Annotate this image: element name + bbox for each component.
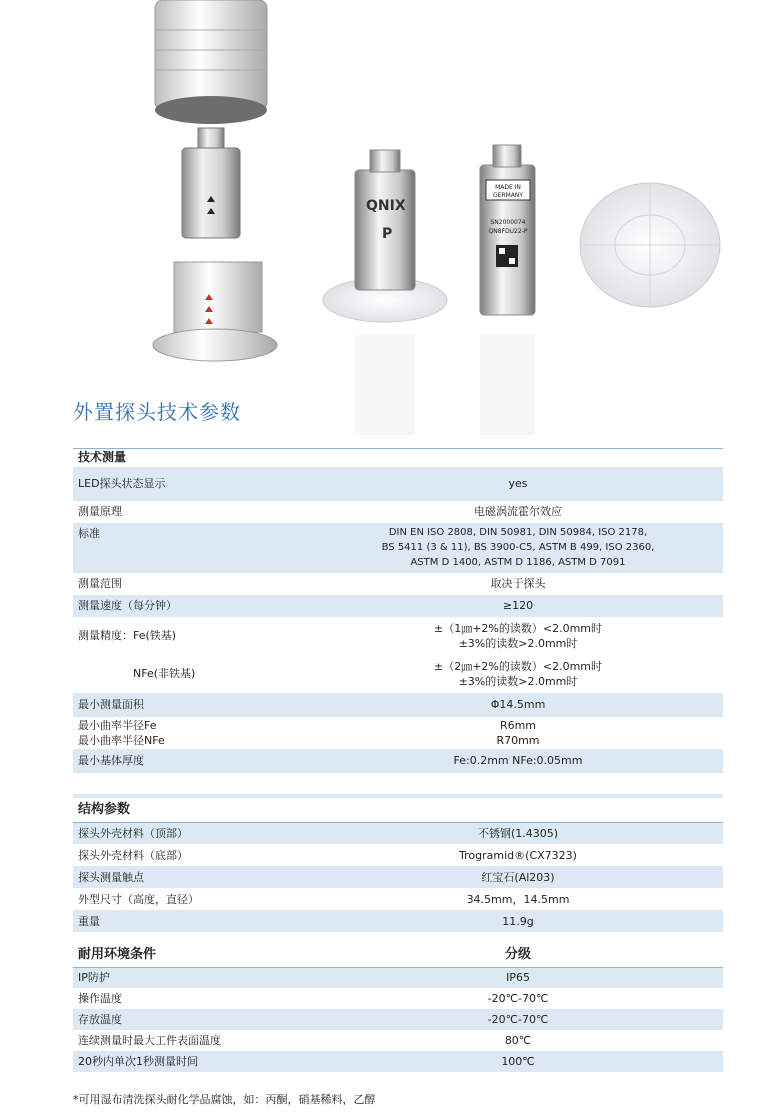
model-number: QN8FDU22-P <box>488 228 528 235</box>
standard-line: BS 5411 (3 & 11), BS 3900-C5, ASTM B 499, ISO 2360, <box>381 542 655 553</box>
table-row: 重量 11.9g <box>73 910 723 932</box>
table-row: 测量范围 取决于探头 <box>78 577 546 590</box>
structure-table <box>73 794 723 932</box>
environment-table <box>73 943 723 1072</box>
table-row: 标准 DIN EN ISO 2808, DIN 50981, DIN 50984, ISO 2178, BS 5411 (3 & 11), BS 3900-C5, ASTM B 499, ISO 2360, ASTM D 1400, ASTM D 1186, ASTM D 7091 <box>73 523 723 573</box>
table-row: 测量精度：Fe(铁基) ±（1㎛+2%的读数）<2.0mm时 ±3%的读数>2.0mm时 <box>78 621 603 650</box>
table-row: 最小曲率半径Fe 最小曲率半径NFe R6mm R70mm <box>78 718 540 747</box>
table-row: 外型尺寸（高度，直径） 34.5mm，14.5mm <box>78 892 570 906</box>
table-row: 20秒内单次1秒测量时间 100℃ <box>73 1051 723 1072</box>
probe-product-photo <box>300 120 740 450</box>
table-row: 连续测量时最大工件表面温度 80℃ <box>78 1034 532 1047</box>
table-row: 测量速度（每分钟） ≥120 <box>73 595 723 617</box>
page-title: 外置探头技术参数 <box>73 400 241 424</box>
table-row: 最小测量面积 Φ14.5mm <box>73 693 723 717</box>
table-row: 探头外壳材料（顶部） 不锈钢(1.4305) <box>73 822 723 844</box>
table-row: 探头外壳材料（底部） Trogramid®(CX7323) <box>78 848 577 862</box>
table-row: LED探头状态显示 yes <box>73 467 723 501</box>
env-header: 耐用环境条件 <box>73 943 313 967</box>
table-row: 最小基体厚度 Fe:0.2mm NFe:0.05mm <box>73 749 723 773</box>
table-row: 探头测量触点 红宝石(Al203) <box>73 866 723 888</box>
tech-header: 技术测量 <box>73 449 723 467</box>
serial-number: SN2000074 <box>490 219 526 226</box>
tech-measurement-table <box>73 448 723 773</box>
table-row: IP防护 IP65 <box>73 967 723 988</box>
standard-line: DIN EN ISO 2808, DIN 50981, DIN 50984, ISO 2178, <box>388 527 648 538</box>
env-header-value: 分级 <box>313 943 723 967</box>
standard-line: ASTM D 1400, ASTM D 1186, ASTM D 7091 <box>410 557 626 568</box>
table-row: 测量原理 电磁涡流霍尔效应 <box>78 505 562 518</box>
probe-badge: P <box>382 226 393 242</box>
struct-header: 结构参数 <box>73 798 723 822</box>
made-in-label: MADE IN <box>495 184 521 191</box>
footnote: *可用湿布清洗探头耐化学品腐蚀，如：丙酮，硝基稀料，乙醇 <box>73 1093 376 1106</box>
table-row: 操作温度 -20℃-70℃ <box>78 992 549 1005</box>
made-in-country: GERMANY <box>492 192 524 199</box>
table-row: 存放温度 -20℃-70℃ <box>73 1009 723 1030</box>
table-row: NFe(非铁基) ±（2㎛+2%的读数）<2.0mm时 ±3%的读数>2.0mm时 <box>133 659 603 688</box>
probe-exploded-illustration <box>100 0 290 375</box>
brand-mark: QNIX <box>366 198 406 214</box>
